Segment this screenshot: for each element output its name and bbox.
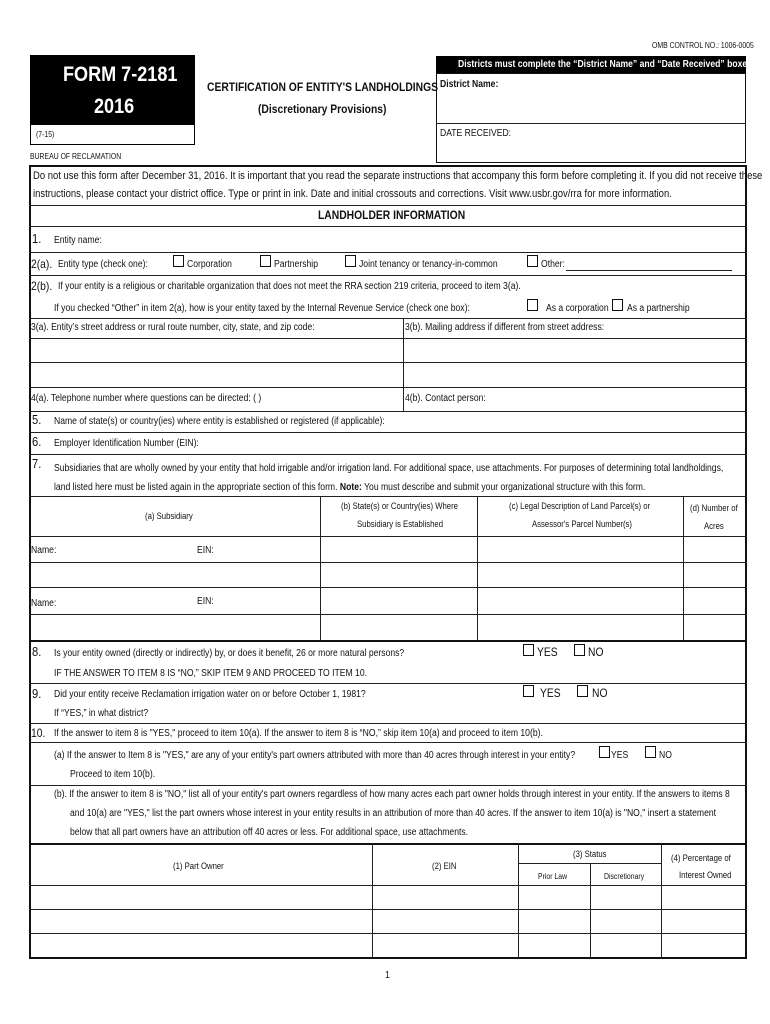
joint-tenancy-checkbox[interactable] — [345, 255, 356, 267]
item-7-number: 7. — [32, 456, 42, 471]
other-type-field[interactable] — [566, 270, 732, 271]
owner-col-1: (1) Part Owner — [173, 861, 224, 871]
owner-col-3-prior-law: Prior Law — [538, 872, 568, 881]
item-10b-line-1: (b). If the answer to item 8 is "NO," list all of your entity's part owners regardless of how many acres each part owner holds through interest in your entity. If the answers to items 8 — [54, 789, 730, 800]
item-10b-line-3: below that all part owners have an attribution off 40 acres or less. For additional space, use attachments. — [70, 827, 469, 838]
item-9-yes-label: YES — [540, 686, 561, 700]
section-title: LANDHOLDER INFORMATION — [318, 208, 466, 222]
item-10b-line-2: and 10(a) are "YES," list the part owners whose interest in your entity results in an attribution of more than 40 acres. If the answer to item 10(a) is "NO," insert a statement — [70, 808, 717, 819]
subsidiary-row[interactable] — [31, 588, 319, 612]
owner-col-3-discretionary: Discretionary — [604, 872, 645, 881]
form-number: FORM 7-2181 — [63, 63, 178, 86]
item-10a-no-label: NO — [659, 750, 672, 761]
item-4a-label: 4(a). Telephone number where questions can be directed: ( ) — [31, 393, 262, 404]
subsidiary-1-ein-label: EIN: — [197, 545, 214, 556]
item-7-line-2a: land listed here must be listed again in the appropriate section of this form. — [54, 482, 340, 493]
telephone-field[interactable] — [300, 390, 400, 408]
form-subtitle: (Discretionary Provisions) — [258, 102, 387, 116]
subsidiary-col-d-2: Acres — [704, 521, 724, 531]
item-8-no-checkbox[interactable] — [574, 644, 585, 656]
subsidiary-2-ein-label: EIN: — [197, 596, 214, 607]
entity-name-field[interactable] — [120, 229, 740, 249]
other-type-checkbox[interactable] — [527, 255, 538, 267]
other-type-label: Other: — [541, 259, 565, 270]
item-9-label: Did your entity receive Reclamation irrigation water on or before October 1, 1981? — [54, 689, 366, 700]
subsidiary-2-name-label: Name: — [31, 598, 57, 609]
item-9-no-checkbox[interactable] — [577, 685, 588, 697]
subsidiary-1-name-label: Name: — [31, 545, 57, 556]
item-1-label: Entity name: — [54, 235, 102, 246]
item-8-yes-label: YES — [537, 645, 558, 659]
subsidiary-col-b-1: (b) State(s) or Country(ies) Where — [341, 501, 459, 511]
item-6-label: Employer Identification Number (EIN): — [54, 438, 199, 449]
instructions-line-1: Do not use this form after December 31, 2016. It is important that you read the separate instructions that accompany this form before completing it. If you did not receive these — [33, 170, 763, 182]
instructions-line-2: instructions, please contact your district office. Type or print in ink. Date and initial crossouts and corrections. Visit www.usbr.gov/rra for more information. — [33, 188, 672, 200]
item-7-note: Note: — [339, 482, 362, 493]
subsidiary-col-a: (a) Subsidiary — [145, 511, 193, 521]
owner-col-3: (3) Status — [573, 849, 607, 859]
omb-control-number: OMB CONTROL NO.: 1006-0005 — [652, 41, 754, 50]
street-address-field[interactable] — [31, 338, 401, 388]
table-row[interactable] — [31, 934, 371, 956]
item-3b-label: 3(b). Mailing address if different from street address: — [405, 322, 605, 333]
item-10a-no-checkbox[interactable] — [645, 746, 656, 758]
taxed-corporation-label: As a corporation — [546, 303, 609, 314]
page-number: 1 — [385, 970, 390, 981]
corporation-label: Corporation — [187, 259, 232, 270]
district-banner-text: Districts must complete the “District Name” and “Date Received” boxes. — [458, 59, 755, 70]
table-row[interactable] — [31, 910, 371, 932]
owner-col-4-line-2: Interest Owned — [679, 870, 732, 880]
item-10-label: If the answer to item 8 is "YES," proceed to item 10(a). If the answer to item 8 is “NO,” skip item 10(a) and proceed to item 10(b). — [54, 728, 543, 739]
contact-person-field[interactable] — [500, 390, 740, 408]
taxed-partnership-checkbox[interactable] — [612, 299, 623, 311]
item-7-line-1: Subsidiaries that are wholly owned by your entity that hold irrigable and/or irrigation land. For additional space, use attachments. For purposes of determining total landholdings, — [54, 463, 724, 474]
district-name-label: District Name: — [440, 79, 499, 90]
item-8-number: 8. — [32, 644, 42, 659]
item-3a-label: 3(a). Entity’s street address or rural route number, city, state, and zip code: — [31, 322, 315, 333]
item-8-no-label: NO — [588, 645, 604, 659]
form-revision-box — [30, 124, 195, 145]
item-5-number: 5. — [32, 412, 42, 427]
item-2b-label: If your entity is a religious or charitable organization that does not meet the RRA section 219 criteria, proceed to item 3(a). — [58, 281, 521, 292]
owner-col-4-line-1: (4) Percentage of — [671, 853, 731, 863]
item-9-district-question: If “YES,” in what district? — [54, 708, 149, 719]
form-revision: (7-15) — [36, 130, 55, 139]
subsidiary-col-c-2: Assessor's Parcel Number(s) — [532, 519, 632, 529]
partnership-checkbox[interactable] — [260, 255, 271, 267]
item-9-no-label: NO — [592, 686, 608, 700]
subsidiary-col-b-2: Subsidiary is Established — [357, 519, 444, 529]
taxed-corporation-checkbox[interactable] — [527, 299, 538, 311]
partnership-label: Partnership — [274, 259, 318, 270]
corporation-checkbox[interactable] — [173, 255, 184, 267]
item-5-label: Name of state(s) or country(ies) where entity is established or registered (if applicable): — [54, 416, 385, 427]
joint-tenancy-label: Joint tenancy or tenancy-in-common — [359, 259, 498, 270]
item-10a-proceed: Proceed to item 10(b). — [70, 769, 156, 780]
item-8-yes-checkbox[interactable] — [523, 644, 534, 656]
item-2a-number: 2(a). — [31, 257, 53, 271]
item-7-line-2b: You must describe and submit your organizational structure with this form. — [361, 482, 646, 493]
table-row[interactable] — [31, 886, 371, 908]
item-2b-number: 2(b). — [31, 279, 53, 293]
item-8-label: Is your entity owned (directly or indirectly) by, or does it benefit, 26 or more natural persons? — [54, 648, 405, 659]
subsidiary-row[interactable] — [31, 537, 319, 561]
mailing-address-field[interactable] — [405, 338, 743, 388]
item-10a-yes-label: YES — [611, 750, 629, 761]
item-9-number: 9. — [32, 686, 42, 701]
date-received-label: DATE RECEIVED: — [440, 128, 512, 139]
item-2b-tax-question: If you checked “Other” in item 2(a), how is your entity taxed by the Internal Revenue Service (check one box): — [54, 303, 470, 314]
item-10a-text: (a) If the answer to Item 8 is "YES," are any of your entity's part owners attributed with more than 40 acres through interest in your entity? — [54, 750, 576, 761]
item-9-district-field[interactable] — [160, 705, 740, 721]
item-2a-label: Entity type (check one): — [58, 259, 148, 270]
item-8-skip-note: IF THE ANSWER TO ITEM 8 IS “NO,” SKIP ITEM 9 AND PROCEED TO ITEM 10. — [54, 668, 368, 679]
item-9-yes-checkbox[interactable] — [523, 685, 534, 697]
subsidiary-col-c-1: (c) Legal Description of Land Parcel(s) or — [509, 501, 651, 511]
state-registered-field[interactable] — [390, 413, 740, 431]
subsidiary-col-d-1: (d) Number of — [690, 503, 738, 513]
form-year: 2016 — [94, 95, 135, 118]
item-7-line-2 — [54, 482, 645, 494]
item-4b-label: 4(b). Contact person: — [405, 393, 486, 404]
item-10a-yes-checkbox[interactable] — [599, 746, 610, 758]
item-6-number: 6. — [32, 434, 42, 449]
form-title: CERTIFICATION OF ENTITY'S LANDHOLDINGS — [207, 80, 439, 94]
bureau-name: BUREAU OF RECLAMATION — [30, 152, 122, 161]
owner-col-2: (2) EIN — [432, 861, 457, 871]
taxed-partnership-label: As a partnership — [627, 303, 690, 314]
ein-field[interactable] — [205, 434, 740, 452]
item-10-number: 10. — [31, 726, 46, 740]
item-1-number: 1. — [32, 231, 42, 246]
